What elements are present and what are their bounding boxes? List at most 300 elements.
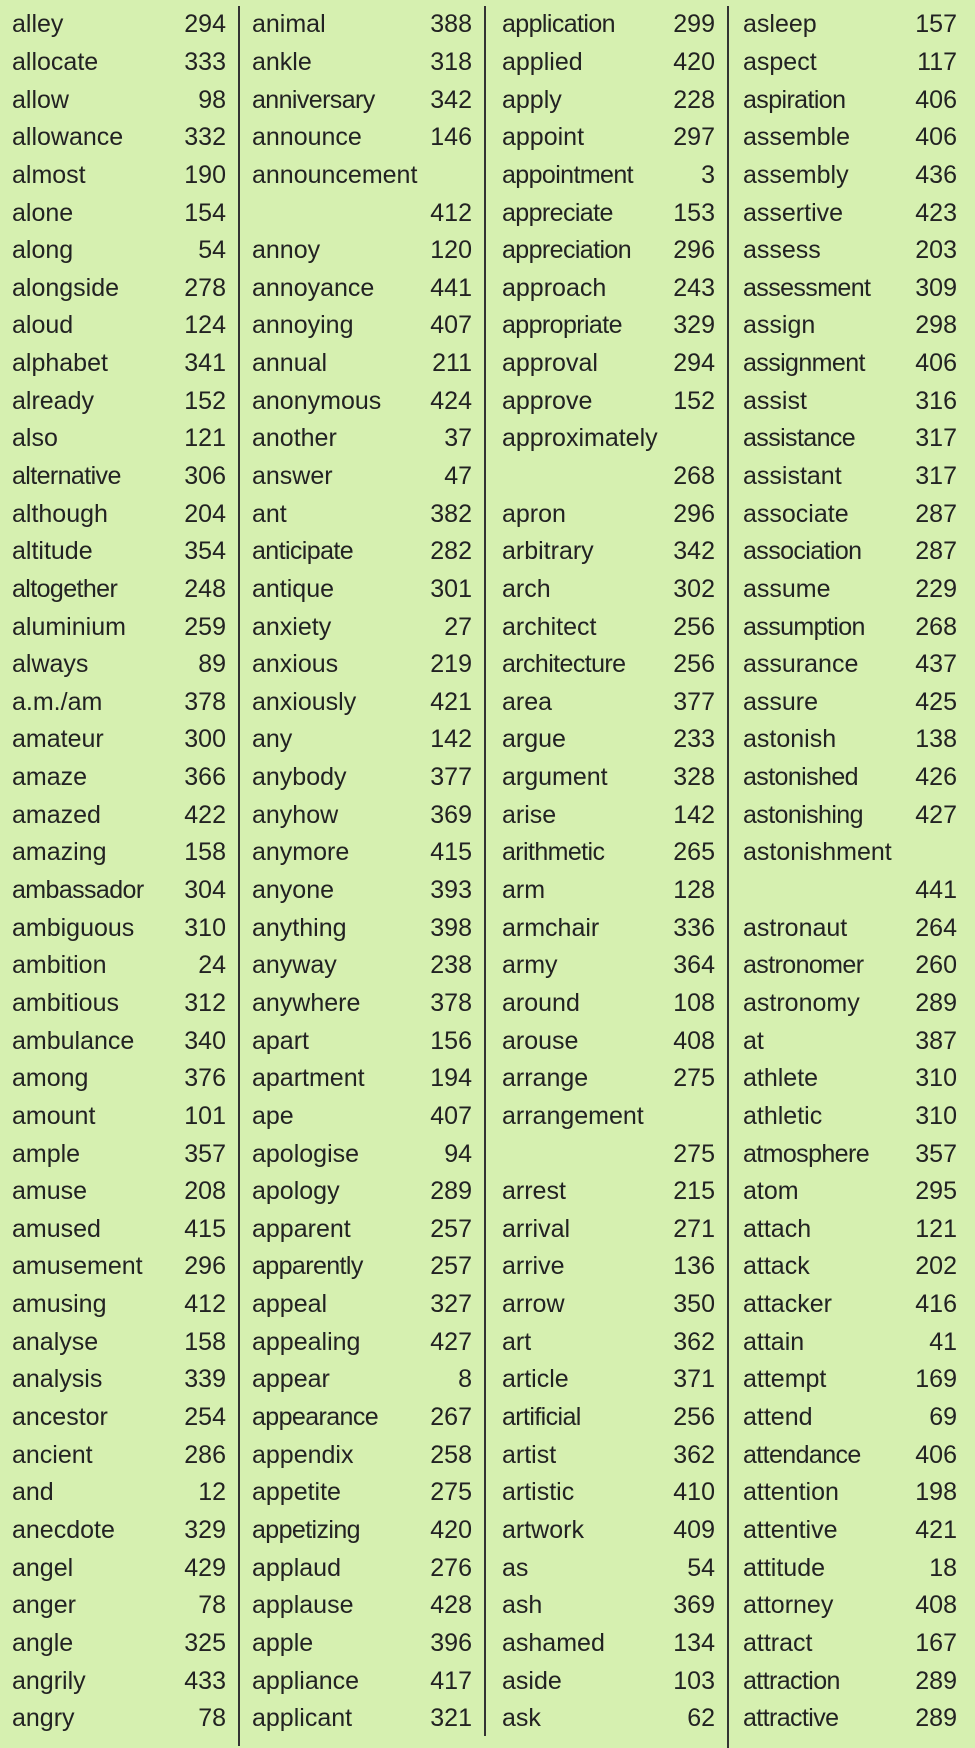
page-number: 78 (198, 1704, 226, 1733)
index-word: arrow (502, 1290, 565, 1319)
page-number: 154 (184, 198, 226, 227)
index-word: almost (12, 160, 86, 189)
index-word: assertive (743, 198, 844, 227)
index-word: architecture (502, 650, 626, 679)
index-entry (743, 1474, 957, 1512)
index-entry (252, 269, 472, 307)
index-entry (252, 44, 472, 82)
index-entry (12, 1587, 226, 1625)
page-number: 259 (184, 612, 226, 641)
index-entry (12, 1700, 226, 1738)
index-entry (252, 947, 472, 985)
page-number: 421 (915, 1515, 957, 1544)
index-entry (502, 796, 715, 834)
index-word: appropriate (502, 311, 622, 340)
page-number: 156 (430, 1026, 472, 1055)
index-entry (743, 6, 957, 44)
index-entry (743, 1211, 957, 1249)
page-number: 341 (184, 349, 226, 378)
index-entry (502, 81, 715, 119)
index-word: allocate (12, 47, 99, 76)
page-number: 69 (929, 1403, 957, 1432)
index-word: assistant (743, 462, 842, 490)
index-entry (12, 420, 226, 458)
index-word: attain (743, 1327, 805, 1356)
index-word: aspect (743, 47, 817, 76)
index-word: analyse (12, 1327, 99, 1356)
index-word: appendix (252, 1440, 354, 1469)
page-number: 362 (673, 1440, 715, 1469)
index-entry (502, 1173, 715, 1211)
index-word: anything (252, 913, 347, 942)
index-entry (252, 608, 472, 646)
index-entry (12, 646, 226, 684)
index-entry (502, 232, 715, 270)
index-entry (743, 1399, 957, 1437)
index-word: applaud (252, 1553, 341, 1582)
index-word: arrest (502, 1177, 566, 1206)
index-entry (743, 571, 957, 609)
index-word: apologise (252, 1139, 360, 1168)
page-number: 317 (915, 424, 957, 453)
index-entry (502, 721, 715, 759)
index-entry (743, 1587, 957, 1625)
index-entry (502, 947, 715, 985)
index-entry (252, 721, 472, 759)
index-word: arm (502, 876, 546, 905)
index-entry (743, 1662, 957, 1700)
index-entry (12, 571, 226, 609)
page-number: 327 (430, 1290, 472, 1319)
index-entry (12, 1211, 226, 1249)
page-number: 294 (673, 349, 715, 378)
index-word: assignment (743, 349, 865, 378)
page-number: 387 (915, 1026, 957, 1055)
index-word: aspiration (743, 85, 846, 114)
page-number: 357 (915, 1139, 957, 1168)
index-entry (252, 157, 472, 195)
page-number: 138 (915, 725, 957, 754)
index-entry (252, 834, 472, 872)
index-word: amateur (12, 725, 104, 754)
page-number: 382 (430, 499, 472, 528)
index-word: assure (743, 687, 819, 716)
index-word: association (743, 537, 862, 566)
page-number: 433 (184, 1666, 226, 1695)
index-entry (12, 608, 226, 646)
index-word: angry (12, 1704, 75, 1733)
page-number: 267 (430, 1403, 472, 1432)
index-word: application (502, 10, 615, 39)
page-number: 298 (915, 311, 957, 340)
index-word: apparent (252, 1214, 351, 1243)
page-number: 398 (430, 913, 472, 942)
index-word: any (252, 725, 293, 754)
page-number: 41 (929, 1327, 957, 1356)
index-word: ash (502, 1591, 543, 1620)
index-word: aside (502, 1666, 562, 1695)
index-word: along (12, 236, 74, 265)
index-word: anxious (252, 650, 339, 679)
index-word: architect (502, 612, 597, 641)
page-number: 27 (444, 612, 472, 641)
index-entry (12, 721, 226, 759)
index-word: amusing (12, 1290, 107, 1319)
page-number: 425 (915, 687, 957, 716)
index-entry (502, 44, 715, 82)
index-word: artwork (502, 1515, 584, 1544)
index-entry (252, 420, 472, 458)
page-number: 257 (430, 1252, 472, 1281)
index-entry (743, 1512, 957, 1550)
index-entry (252, 119, 472, 157)
index-entry (743, 985, 957, 1023)
index-word: ambiguous (12, 913, 135, 942)
index-entry (252, 1323, 472, 1361)
index-word: ambassador (12, 876, 144, 905)
index-entry (743, 1098, 957, 1136)
index-entry (743, 1173, 957, 1211)
page-number: 243 (673, 273, 715, 302)
page-number: 426 (915, 763, 957, 792)
page-number: 304 (184, 876, 226, 905)
index-word: arrange (502, 1064, 589, 1093)
index-word: appetite (252, 1478, 341, 1507)
index-word: athletic (743, 1101, 823, 1130)
index-entry (252, 6, 472, 44)
page-number: 332 (184, 123, 226, 152)
page-number: 407 (430, 311, 472, 340)
index-entry (252, 1248, 472, 1286)
page-number: 275 (430, 1478, 472, 1507)
index-word: ample (12, 1139, 81, 1168)
page-number: 103 (673, 1666, 715, 1695)
index-word: allowance (12, 123, 124, 152)
index-word: altogether (12, 574, 118, 603)
index-entry (12, 495, 226, 533)
index-entry (12, 1512, 226, 1550)
index-word: artist (502, 1440, 557, 1469)
index-word: arise (502, 800, 557, 829)
index-entry (502, 1512, 715, 1550)
index-entry (502, 420, 715, 458)
page-number: 286 (184, 1440, 226, 1469)
index-word: approximately (502, 424, 658, 453)
index-entry (252, 1587, 472, 1625)
index-entry (502, 1135, 715, 1173)
index-entry (12, 1662, 226, 1700)
index-entry (743, 458, 957, 496)
page-number: 3 (701, 160, 715, 189)
page-number: 153 (673, 198, 715, 227)
index-entry (743, 232, 957, 270)
index-word: ask (502, 1704, 541, 1733)
index-entry (252, 1211, 472, 1249)
index-entry (252, 796, 472, 834)
page-number: 289 (915, 988, 957, 1017)
index-entry (12, 458, 226, 496)
index-entry (502, 1361, 715, 1399)
page-number: 339 (184, 1365, 226, 1394)
page-number: 378 (430, 988, 472, 1017)
index-word: anymore (252, 838, 350, 867)
index-entry (252, 1662, 472, 1700)
index-word: as (502, 1553, 529, 1582)
index-word: appear (252, 1365, 330, 1394)
page-number: 256 (673, 612, 715, 641)
index-word: at (743, 1026, 764, 1055)
page-number: 378 (184, 687, 226, 716)
index-word: applause (252, 1591, 354, 1620)
page-number: 275 (673, 1064, 715, 1093)
index-word: ambition (12, 951, 107, 980)
index-entry (12, 1474, 226, 1512)
index-entry (502, 194, 715, 232)
index-entry (502, 533, 715, 571)
index-entry (12, 1323, 226, 1361)
index-word: angrily (12, 1666, 86, 1695)
index-entry (502, 1323, 715, 1361)
page-number: 410 (673, 1478, 715, 1507)
index-entry (743, 269, 957, 307)
index-entry (743, 382, 957, 420)
index-word: astronaut (743, 913, 848, 942)
page-number: 310 (915, 1064, 957, 1093)
index-word: alone (12, 198, 74, 227)
index-entry (12, 1399, 226, 1437)
index-word: angel (12, 1553, 74, 1582)
page-number: 318 (430, 47, 472, 76)
index-entry (12, 1173, 226, 1211)
index-entry (743, 194, 957, 232)
page-number: 101 (184, 1101, 226, 1130)
index-word: astonishment (743, 838, 892, 867)
page-number: 296 (673, 236, 715, 265)
index-word: attention (743, 1478, 839, 1507)
page-number: 146 (430, 123, 472, 152)
index-word: answer (252, 462, 333, 490)
index-word: among (12, 1064, 89, 1093)
page-number: 408 (673, 1026, 715, 1055)
index-entry (12, 44, 226, 82)
index-entry (502, 119, 715, 157)
page-number: 134 (673, 1628, 715, 1657)
page-number: 136 (673, 1252, 715, 1281)
index-entry (252, 1399, 472, 1437)
index-entry (252, 458, 472, 496)
page-number: 37 (444, 424, 472, 453)
page-number: 427 (915, 800, 957, 829)
index-word: annoyance (252, 273, 375, 302)
page-number: 108 (673, 988, 715, 1017)
page-number: 354 (184, 537, 226, 566)
index-entry (502, 1587, 715, 1625)
index-word: amuse (12, 1177, 88, 1206)
index-word: attraction (743, 1666, 840, 1695)
index-entry (502, 382, 715, 420)
page-number: 422 (184, 800, 226, 829)
page-number: 407 (430, 1101, 472, 1130)
index-entry (502, 1625, 715, 1663)
page-number: 412 (430, 198, 472, 227)
index-entry (502, 1436, 715, 1474)
page-number: 89 (198, 650, 226, 679)
page-number: 441 (915, 876, 957, 905)
page-number: 406 (915, 1440, 957, 1469)
index-entry (743, 1248, 957, 1286)
index-word: allow (12, 85, 69, 114)
index-entry (743, 1022, 957, 1060)
page-number: 362 (673, 1327, 715, 1356)
index-entry (12, 909, 226, 947)
index-word: already (12, 386, 94, 415)
index-entry (502, 1474, 715, 1512)
page-number: 310 (915, 1101, 957, 1130)
index-entry (743, 608, 957, 646)
page-number: 428 (430, 1591, 472, 1620)
page-number: 256 (673, 650, 715, 679)
index-word: anonymous (252, 386, 382, 415)
index-word: anywhere (252, 988, 361, 1017)
page-number: 54 (687, 1553, 715, 1582)
index-entry (252, 872, 472, 910)
page-number: 312 (184, 988, 226, 1017)
index-word: anniversary (252, 85, 375, 114)
index-word: assessment (743, 273, 871, 302)
page-number: 309 (915, 273, 957, 302)
index-word: appreciate (502, 198, 613, 227)
index-word: annoy (252, 236, 321, 265)
index-word: ankle (252, 47, 312, 76)
page-number: 258 (430, 1440, 472, 1469)
index-word: arbitrary (502, 537, 594, 566)
index-word: ancient (12, 1440, 93, 1469)
index-entry (252, 1098, 472, 1136)
index-entry (743, 157, 957, 195)
index-entry (743, 1323, 957, 1361)
index-entry (252, 1436, 472, 1474)
page-number: 62 (687, 1704, 715, 1733)
page-number: 120 (430, 236, 472, 265)
page-number: 142 (673, 800, 715, 829)
page-number: 198 (915, 1478, 957, 1507)
index-word: arithmetic (502, 838, 605, 867)
index-entry (743, 684, 957, 722)
page-number: 409 (673, 1515, 715, 1544)
page-number: 268 (915, 612, 957, 641)
page-number: 78 (198, 1591, 226, 1620)
index-entry (12, 382, 226, 420)
page-number: 436 (915, 160, 957, 189)
index-word: arouse (502, 1026, 579, 1055)
page-number: 388 (430, 10, 472, 39)
index-word: appliance (252, 1666, 360, 1695)
page-number: 289 (915, 1704, 957, 1733)
index-word: annoying (252, 311, 354, 340)
page-number: 117 (917, 47, 957, 76)
page-number: 264 (915, 913, 957, 942)
index-entry (252, 1286, 472, 1324)
index-entry (252, 533, 472, 571)
page-number: 429 (184, 1553, 226, 1582)
page-number: 194 (430, 1064, 472, 1093)
page-number: 233 (673, 725, 715, 754)
index-entry (252, 646, 472, 684)
index-entry (252, 1512, 472, 1550)
index-word: appoint (502, 123, 585, 152)
page-number: 406 (915, 123, 957, 152)
page-number: 12 (198, 1478, 226, 1507)
index-word: attempt (743, 1365, 827, 1394)
index-word: associate (743, 499, 849, 528)
index-entry (12, 81, 226, 119)
page-number: 203 (915, 236, 957, 265)
index-word: anger (12, 1591, 76, 1620)
page-number: 342 (673, 537, 715, 566)
index-entry (502, 1662, 715, 1700)
index-word: anyone (252, 876, 335, 905)
index-entry (502, 909, 715, 947)
page-number: 423 (915, 198, 957, 227)
index-entry (252, 1474, 472, 1512)
page-number: 208 (184, 1177, 226, 1206)
page-number: 441 (430, 273, 472, 302)
page-number: 287 (915, 537, 957, 566)
index-word: attach (743, 1214, 812, 1243)
page-number: 211 (432, 349, 472, 378)
index-entry (502, 1248, 715, 1286)
index-word: amazed (12, 800, 101, 829)
index-word: assumption (743, 612, 865, 641)
index-entry (12, 872, 226, 910)
index-word: ancestor (12, 1403, 108, 1432)
index-word: appointment (502, 160, 633, 189)
index-word: athlete (743, 1064, 819, 1093)
index-entry (12, 194, 226, 232)
page-number: 412 (184, 1290, 226, 1319)
page-number: 317 (915, 462, 957, 490)
index-word: apartment (252, 1064, 365, 1093)
index-word: alley (12, 10, 64, 39)
index-word: and (12, 1478, 54, 1507)
index-entry (252, 194, 472, 232)
page-number: 142 (430, 725, 472, 754)
index-entry (743, 759, 957, 797)
index-word: atmosphere (743, 1139, 870, 1168)
page-number: 296 (673, 499, 715, 528)
index-word: art (502, 1327, 532, 1356)
page-number: 54 (198, 236, 226, 265)
index-entry (252, 1625, 472, 1663)
index-column-3 (486, 6, 729, 1748)
index-entry (252, 1549, 472, 1587)
index-entry (743, 1625, 957, 1663)
index-word: assign (743, 311, 816, 340)
index-entry (12, 1248, 226, 1286)
index-word: ambitious (12, 988, 119, 1017)
index-word: arrival (502, 1214, 571, 1243)
index-entry (252, 1361, 472, 1399)
index-entry (252, 307, 472, 345)
page-number: 167 (915, 1628, 957, 1657)
index-entry (12, 307, 226, 345)
index-entry (502, 458, 715, 496)
page-number: 169 (915, 1365, 957, 1394)
page-number: 254 (184, 1403, 226, 1432)
page-number: 278 (184, 273, 226, 302)
index-word: appealing (252, 1327, 361, 1356)
index-entry (252, 495, 472, 533)
